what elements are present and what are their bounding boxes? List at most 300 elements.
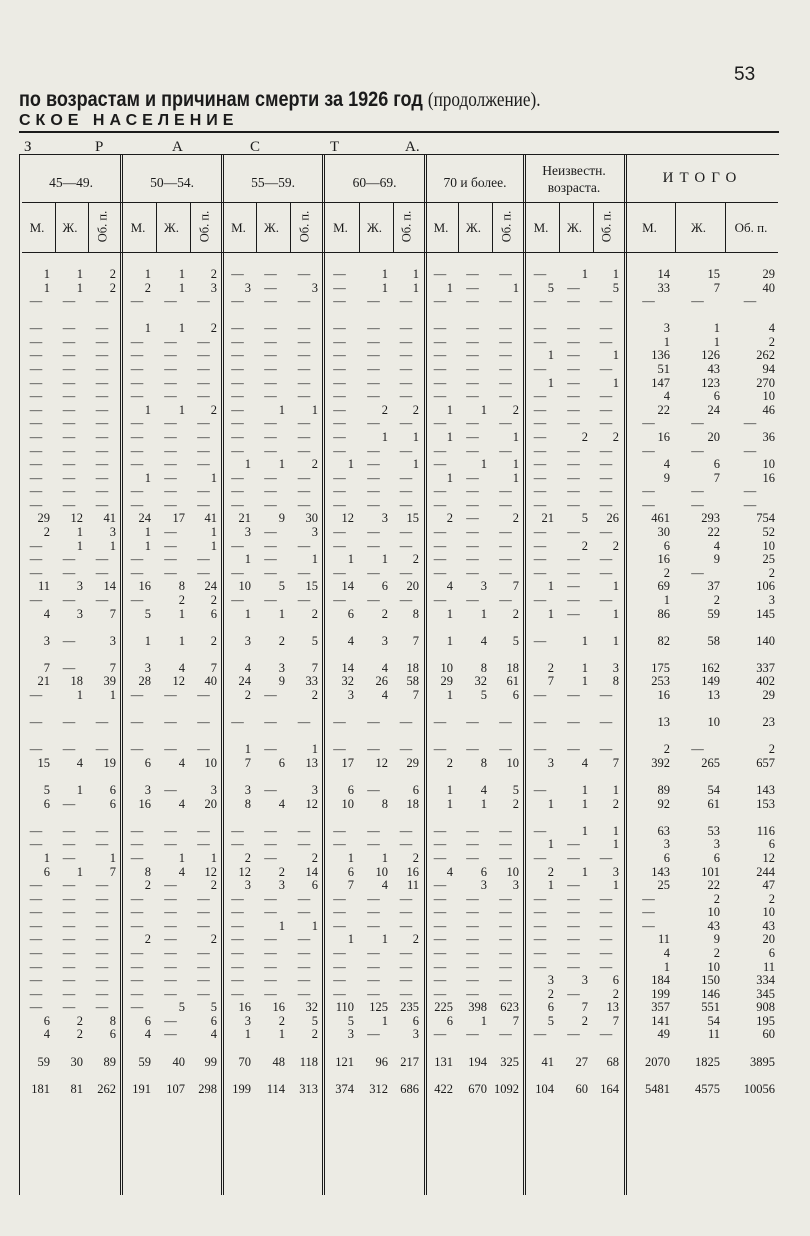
table-cell: 3 [713, 837, 720, 852]
table-row [0, 389, 810, 403]
table-cell: — [95, 334, 109, 349]
table-cell: 2 [581, 1013, 588, 1028]
table-cell: — [29, 538, 43, 553]
table-cell: 2 [311, 687, 318, 702]
table-cell: — [499, 497, 512, 512]
table-cell: — [130, 959, 144, 974]
table-cell: — [433, 267, 447, 281]
table-cell: 551 [701, 1000, 720, 1015]
table-cell: — [367, 973, 380, 988]
table-cell: 21 [541, 511, 554, 526]
table-cell: 7 [713, 280, 720, 295]
rule-race [19, 154, 779, 155]
table-cell: 2 [109, 267, 116, 281]
table-cell: 5 [278, 579, 285, 594]
table-cell: 4 [244, 660, 251, 675]
table-cell: — [433, 850, 447, 865]
table-cell: — [433, 986, 447, 1001]
table-cell: — [499, 375, 512, 390]
table-cell: — [466, 905, 479, 920]
table-cell: — [130, 416, 144, 431]
table-cell: 3 [244, 633, 251, 648]
table-cell: 1 [480, 1013, 487, 1028]
table-cell: 2 [512, 402, 519, 417]
table-cell: 6 [210, 1013, 217, 1028]
table-cell: — [297, 959, 311, 974]
table-cell: — [499, 959, 512, 974]
table-cell: 2 [210, 932, 217, 947]
table-cell: — [297, 538, 311, 553]
table-cell: — [164, 837, 177, 852]
table-cell: — [231, 837, 244, 852]
section-subtitle: СКОЕ НАСЕЛЕНИЕ [19, 112, 239, 129]
table-cell: — [29, 457, 43, 472]
table-cell: — [533, 715, 547, 730]
table-cell: — [399, 443, 413, 458]
table-cell: — [130, 742, 144, 757]
group-heading: 45—49. [49, 175, 93, 190]
table-cell: 4 [446, 864, 453, 879]
table-cell: — [62, 946, 76, 960]
table-cell: — [231, 891, 244, 906]
table-cell: — [433, 946, 447, 960]
table-cell: — [130, 457, 144, 472]
table-cell: 262 [97, 1081, 116, 1096]
table-cell: — [297, 362, 311, 377]
table-cell: 1 [381, 552, 388, 567]
table-cell: — [297, 592, 311, 607]
table-cell: — [466, 525, 479, 540]
table-cell: — [333, 823, 346, 838]
table-cell: 3 [412, 1027, 419, 1042]
table-cell: — [333, 986, 346, 1001]
table-cell: — [95, 905, 109, 920]
table-cell: 11 [762, 959, 775, 974]
table-cell: — [567, 375, 580, 390]
table-cell: 4 [178, 755, 185, 770]
table-cell: — [499, 348, 512, 363]
table-cell: 7 [412, 633, 419, 648]
table-cell: 1 [412, 429, 419, 444]
table-cell: — [164, 457, 177, 472]
table-cell: — [95, 497, 109, 512]
table-cell: — [466, 823, 479, 838]
table-cell: — [333, 905, 346, 920]
table-cell: 4 [144, 1027, 151, 1042]
table-cell: 2 [210, 592, 217, 607]
table-cell: 1 [663, 334, 670, 349]
table-cell: 10 [707, 959, 720, 974]
table-cell: 106 [756, 579, 775, 594]
table-cell: — [399, 362, 413, 377]
table-cell: — [399, 959, 413, 974]
table-cell: — [333, 294, 346, 309]
table-cell: — [297, 267, 311, 281]
table-cell: 2 [768, 742, 775, 757]
table-row [0, 1041, 810, 1055]
table-cell: — [433, 334, 447, 349]
table-cell: 3 [210, 783, 217, 798]
table-cell: — [95, 959, 109, 974]
table-cell: — [333, 497, 346, 512]
table-cell: 86 [657, 606, 670, 621]
table-cell: 2 [547, 864, 554, 879]
table-cell: — [197, 348, 210, 363]
table-cell: — [62, 891, 76, 906]
table-cell: 6 [480, 864, 487, 879]
table-cell: — [297, 715, 311, 730]
table-cell: 402 [756, 674, 775, 689]
subheader-total: Об. п. [297, 210, 312, 243]
table-cell: 5 [43, 783, 50, 798]
table-cell: 4 [381, 687, 388, 702]
table-cell: 25 [762, 552, 775, 567]
table-cell: 145 [756, 606, 775, 621]
table-cell: — [231, 959, 244, 974]
table-cell: — [197, 687, 210, 702]
table-cell: 6 [43, 796, 50, 811]
table-cell: — [533, 362, 547, 377]
table-cell: — [297, 416, 311, 431]
table-cell: — [567, 294, 580, 309]
table-cell: 49 [657, 1027, 670, 1042]
table-cell: — [95, 552, 109, 567]
table-cell: — [433, 443, 447, 458]
table-cell: 4 [178, 864, 185, 879]
table-cell: — [466, 538, 479, 553]
table-cell: 3 [109, 633, 116, 648]
table-cell: 1 [480, 606, 487, 621]
table-cell: — [466, 850, 479, 865]
table-cell: — [231, 443, 244, 458]
table-cell: — [130, 565, 144, 580]
table-cell: 10 [204, 755, 217, 770]
table-cell: 3 [244, 1013, 251, 1028]
table-cell: — [197, 837, 210, 852]
table-cell: 5 [547, 1013, 554, 1028]
table-cell: — [533, 687, 547, 702]
table-cell: 136 [651, 348, 670, 363]
table-cell: — [164, 375, 177, 390]
table-cell: 3 [244, 280, 251, 295]
table-cell: — [533, 457, 547, 472]
table-cell: 270 [756, 375, 775, 390]
table-cell: 1 [612, 783, 619, 798]
race-letter: А. [405, 139, 420, 155]
table-cell: 1 [278, 1027, 285, 1042]
table-cell: — [264, 484, 277, 499]
table-cell: 3 [480, 878, 487, 893]
table-cell: — [367, 538, 380, 553]
table-cell: 1 [311, 918, 318, 933]
table-cell: 13 [305, 755, 318, 770]
table-cell: 1 [612, 878, 619, 893]
table-cell: — [599, 715, 613, 730]
table-cell: 96 [375, 1054, 388, 1069]
table-cell: 13 [657, 715, 670, 730]
table-cell: — [533, 633, 547, 648]
table-cell: — [399, 742, 413, 757]
table-cell: 4 [178, 660, 185, 675]
table-cell: — [533, 416, 547, 431]
table-cell: — [533, 538, 547, 553]
rule-subheaders [22, 252, 778, 253]
table-row [0, 471, 810, 485]
table-cell: 6 [144, 1013, 151, 1028]
table-cell: 43 [762, 918, 775, 933]
table-row [0, 566, 810, 580]
table-cell: — [164, 538, 177, 553]
table-cell: — [264, 715, 277, 730]
table-cell: — [164, 362, 177, 377]
table-cell: 22 [707, 878, 720, 893]
table-cell: — [367, 823, 380, 838]
table-cell: — [433, 525, 447, 540]
table-cell: 4 [43, 1027, 50, 1042]
table-cell: 30 [70, 1054, 83, 1069]
table-cell: — [333, 470, 346, 485]
table-cell: 24 [204, 579, 217, 594]
table-cell: — [567, 525, 580, 540]
table-cell: 2 [210, 878, 217, 893]
table-cell: 125 [369, 1000, 388, 1015]
table-cell: 1 [446, 796, 453, 811]
table-cell: 5 [612, 280, 619, 295]
table-cell: 63 [657, 823, 670, 838]
table-cell: 1 [347, 932, 354, 947]
table-cell: 6 [663, 850, 670, 865]
table-cell: 4575 [695, 1081, 720, 1096]
table-cell: — [599, 565, 613, 580]
table-cell: — [62, 402, 76, 417]
table-cell: — [743, 294, 757, 309]
table-cell: — [367, 321, 380, 336]
table-cell: — [95, 1000, 109, 1015]
table-cell: — [62, 932, 76, 947]
subheader-male: М. [29, 220, 45, 235]
table-cell: — [642, 905, 655, 920]
table-row [0, 1027, 810, 1041]
table-cell: — [62, 918, 76, 933]
table-cell: 18 [406, 796, 419, 811]
table-cell: 10 [762, 538, 775, 553]
table-cell: 225 [434, 1000, 453, 1015]
table-cell: 181 [31, 1081, 50, 1096]
subheader-female: Ж. [367, 220, 382, 235]
table-cell: 10 [707, 905, 720, 920]
table-cell: — [466, 565, 479, 580]
table-cell: 13 [707, 687, 720, 702]
table-row [0, 837, 810, 851]
table-cell: 107 [166, 1081, 185, 1096]
table-cell: 141 [651, 1013, 670, 1028]
table-cell: 30 [657, 525, 670, 540]
race-letter: С [250, 139, 261, 155]
table-cell: — [297, 334, 311, 349]
table-cell: 1 [381, 850, 388, 865]
table-cell: — [399, 375, 413, 390]
table-cell: 1 [446, 402, 453, 417]
table-cell: 8 [612, 674, 619, 689]
table-cell: 1 [547, 579, 554, 594]
table-cell: — [433, 932, 447, 947]
table-cell: — [533, 484, 547, 499]
table-cell: 15 [305, 579, 318, 594]
table-cell: 4 [347, 633, 354, 648]
table-cell: — [231, 973, 244, 988]
table-row [0, 403, 810, 417]
table-cell: 2 [446, 755, 453, 770]
table-cell: 7 [109, 606, 116, 621]
table-cell: 1 [581, 796, 588, 811]
table-cell: — [297, 891, 311, 906]
table-cell: 16 [657, 687, 670, 702]
table-cell: — [297, 973, 311, 988]
table-row [0, 281, 810, 295]
table-cell: — [62, 552, 76, 567]
table-cell: — [367, 497, 380, 512]
table-cell: — [433, 538, 447, 553]
table-cell: — [567, 878, 580, 893]
table-cell: — [499, 484, 512, 499]
table-cell: — [231, 294, 244, 309]
table-cell: — [367, 715, 380, 730]
table-cell: 29 [440, 674, 453, 689]
table-cell: — [567, 389, 580, 404]
table-cell: — [164, 294, 177, 309]
table-cell: — [466, 932, 479, 947]
table-cell: — [399, 592, 413, 607]
table-cell: — [433, 742, 447, 757]
table-cell: 8 [412, 606, 419, 621]
table-cell: 6 [713, 850, 720, 865]
table-cell: — [264, 375, 277, 390]
table-cell: — [333, 715, 346, 730]
table-cell: 9 [713, 932, 720, 947]
table-cell: 2 [311, 606, 318, 621]
table-cell: 61 [707, 796, 720, 811]
table-cell: 1 [547, 375, 554, 390]
table-row [0, 973, 810, 987]
table-cell: 16 [138, 579, 151, 594]
table-cell: 6 [612, 973, 619, 988]
table-cell: — [164, 525, 177, 540]
table-cell: — [466, 837, 479, 852]
table-cell: — [231, 348, 244, 363]
table-cell: — [164, 348, 177, 363]
race-letter: Р [95, 139, 104, 155]
table-cell: 1 [446, 429, 453, 444]
table-cell: — [533, 334, 547, 349]
table-cell: 20 [406, 579, 419, 594]
table-cell: — [691, 416, 704, 431]
table-cell: 5 [512, 633, 519, 648]
table-cell: — [197, 457, 210, 472]
table-cell: — [231, 484, 244, 499]
table-cell: 15 [707, 267, 720, 281]
table-cell: — [367, 389, 380, 404]
table-cell: 14 [103, 579, 116, 594]
table-cell: — [297, 484, 311, 499]
table-cell: — [197, 565, 210, 580]
table-row [0, 797, 810, 811]
table-cell: — [399, 470, 413, 485]
table-cell: 4 [581, 755, 588, 770]
table-cell: 3 [581, 973, 588, 988]
table-cell: 1 [412, 267, 419, 281]
table-cell: 2070 [645, 1054, 670, 1069]
table-cell: 2 [768, 565, 775, 580]
table-cell: — [29, 878, 43, 893]
table-cell: — [95, 973, 109, 988]
table-cell: — [433, 497, 447, 512]
table-cell: — [567, 280, 580, 295]
table-cell: — [164, 986, 177, 1001]
table-cell: — [691, 565, 704, 580]
table-cell: 1 [178, 633, 185, 648]
table-cell: — [164, 918, 177, 933]
table-cell: 1 [144, 470, 151, 485]
table-cell: — [164, 565, 177, 580]
table-cell: — [466, 497, 479, 512]
table-cell: — [599, 334, 613, 349]
table-cell: — [95, 715, 109, 730]
table-cell: 3 [547, 973, 554, 988]
table-cell: — [466, 742, 479, 757]
table-cell: — [95, 592, 109, 607]
table-cell: 40 [762, 280, 775, 295]
table-cell: 6 [446, 1013, 453, 1028]
table-cell: 10 [238, 579, 251, 594]
table-cell: — [95, 294, 109, 309]
table-cell: — [62, 457, 76, 472]
table-cell: — [29, 443, 43, 458]
table-cell: 265 [701, 755, 720, 770]
table-cell: — [533, 932, 547, 947]
table-cell: — [164, 973, 177, 988]
table-cell: 11 [37, 579, 50, 594]
table-cell: 1 [43, 280, 50, 295]
table-row [0, 376, 810, 390]
table-cell: 27 [575, 1054, 588, 1069]
table-cell: — [29, 321, 43, 336]
table-cell: 2 [512, 606, 519, 621]
table-cell: — [62, 334, 76, 349]
table-cell: — [95, 932, 109, 947]
table-cell: — [599, 294, 613, 309]
table-cell: 7 [210, 660, 217, 675]
table-cell: — [62, 389, 76, 404]
table-cell: 3 [663, 321, 670, 336]
table-cell: — [130, 484, 144, 499]
table-cell: 59 [138, 1054, 151, 1069]
table-cell: — [264, 443, 277, 458]
table-cell: 1825 [695, 1054, 720, 1069]
table-cell: 1 [581, 864, 588, 879]
table-cell: — [29, 742, 43, 757]
table-cell: — [197, 959, 210, 974]
table-cell: — [197, 416, 210, 431]
table-cell: — [691, 484, 704, 499]
table-cell: 1 [109, 687, 116, 702]
table-cell: 2 [581, 429, 588, 444]
table-cell: 70 [238, 1054, 251, 1069]
table-cell: 43 [707, 362, 720, 377]
table-cell: — [466, 1027, 479, 1042]
table-cell: — [533, 905, 547, 920]
table-row [0, 444, 810, 458]
table-cell: — [197, 334, 210, 349]
